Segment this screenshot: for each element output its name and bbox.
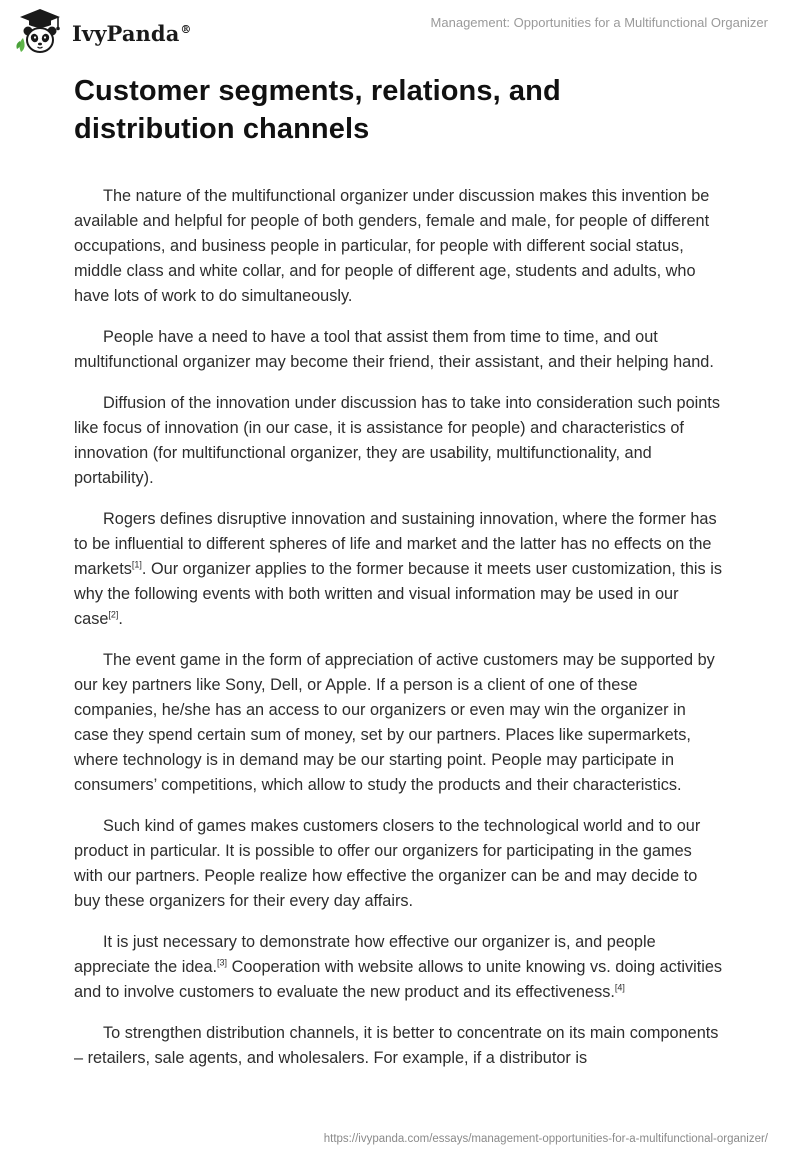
registered-mark: ® <box>180 22 192 36</box>
article-body <box>74 72 724 1071</box>
footnote-ref[interactable]: [3] <box>217 957 228 968</box>
ivypanda-logo[interactable] <box>14 8 192 56</box>
paragraph: The event game in the form of appreciation of active customers may be supported by our key partners like Sony, Dell, or Apple. If a person is a client of one of these companies, he/she has an access to our organizers or even may win the organizer in case they spend certain sum of money, set by our partners. Places like supermarkets, where technology is in demand may be our starting point. People may participate in consumers’ competitions, which allow to study the products and their characteristics. <box>74 651 715 794</box>
paragraph-text: Cooperation with website allows to unite knowing vs. doing activities and to involve customers to evaluate the new product and its effectiveness. <box>74 958 723 1001</box>
paragraph: The nature of the multifunctional organizer under discussion makes this invention be available and helpful for people of both genders, female and male, for people of different occupations, and business people in particular, for people with different social status, middle class and white collar, and for people of different age, students and adults, who have lots of work to do simultaneously. <box>74 187 710 305</box>
paragraph: Diffusion of the innovation under discussion has to take into consideration such points like focus of innovation (in our case, it is assistance for people) and characteristics of innovation (for multifunctional organizer, they are usability, multifunctionality, and portability). <box>74 394 720 487</box>
page-title: Customer segments, relations, and distribution channels <box>74 75 561 145</box>
paragraph: To strengthen distribution channels, it is better to concentrate on its main components – retailers, sale agents, and wholesalers. For example, if a distributor is <box>74 1024 719 1067</box>
paragraph-text: . <box>118 610 123 628</box>
paragraph <box>74 930 724 1005</box>
footnote-ref[interactable]: [2] <box>108 609 119 620</box>
paragraph-text: Rogers defines disruptive innovation and sustaining innovation, where the former has to be influential to different spheres of life and market and the latter has no effects on the markets <box>74 510 717 578</box>
paragraph <box>74 507 724 632</box>
paragraph-text: . Our organizer applies to the former because it meets user customization, this is why the following events with both written and visual information may be used in our case <box>74 560 722 628</box>
footnote-ref[interactable]: [4] <box>614 982 625 993</box>
paragraph-text: It is just necessary to demonstrate how effective our organizer is, and people appreciate the idea. <box>74 933 656 976</box>
source-url[interactable]: https://ivypanda.com/essays/management-opportunities-for-a-multifunctional-organizer/ <box>323 1133 768 1145</box>
footnote-ref[interactable]: [1] <box>131 559 142 570</box>
panda-graduate-icon <box>14 8 66 56</box>
running-title: Management: Opportunities for a Multifunctional Organizer <box>430 15 768 30</box>
page-header <box>0 0 800 64</box>
paragraph: People have a need to have a tool that assist them from time to time, and out multifunctional organizer may become their friend, their assistant, and their helping hand. <box>74 328 714 371</box>
paragraph: Such kind of games makes customers closers to the technological world and to our product in particular. It is possible to offer our organizers for participating in the games with our partners. People realize how effective the organizer can be and may decide to buy these organizers for their every day affairs. <box>74 817 701 910</box>
logo-wordmark: IvyPanda® <box>72 20 192 46</box>
